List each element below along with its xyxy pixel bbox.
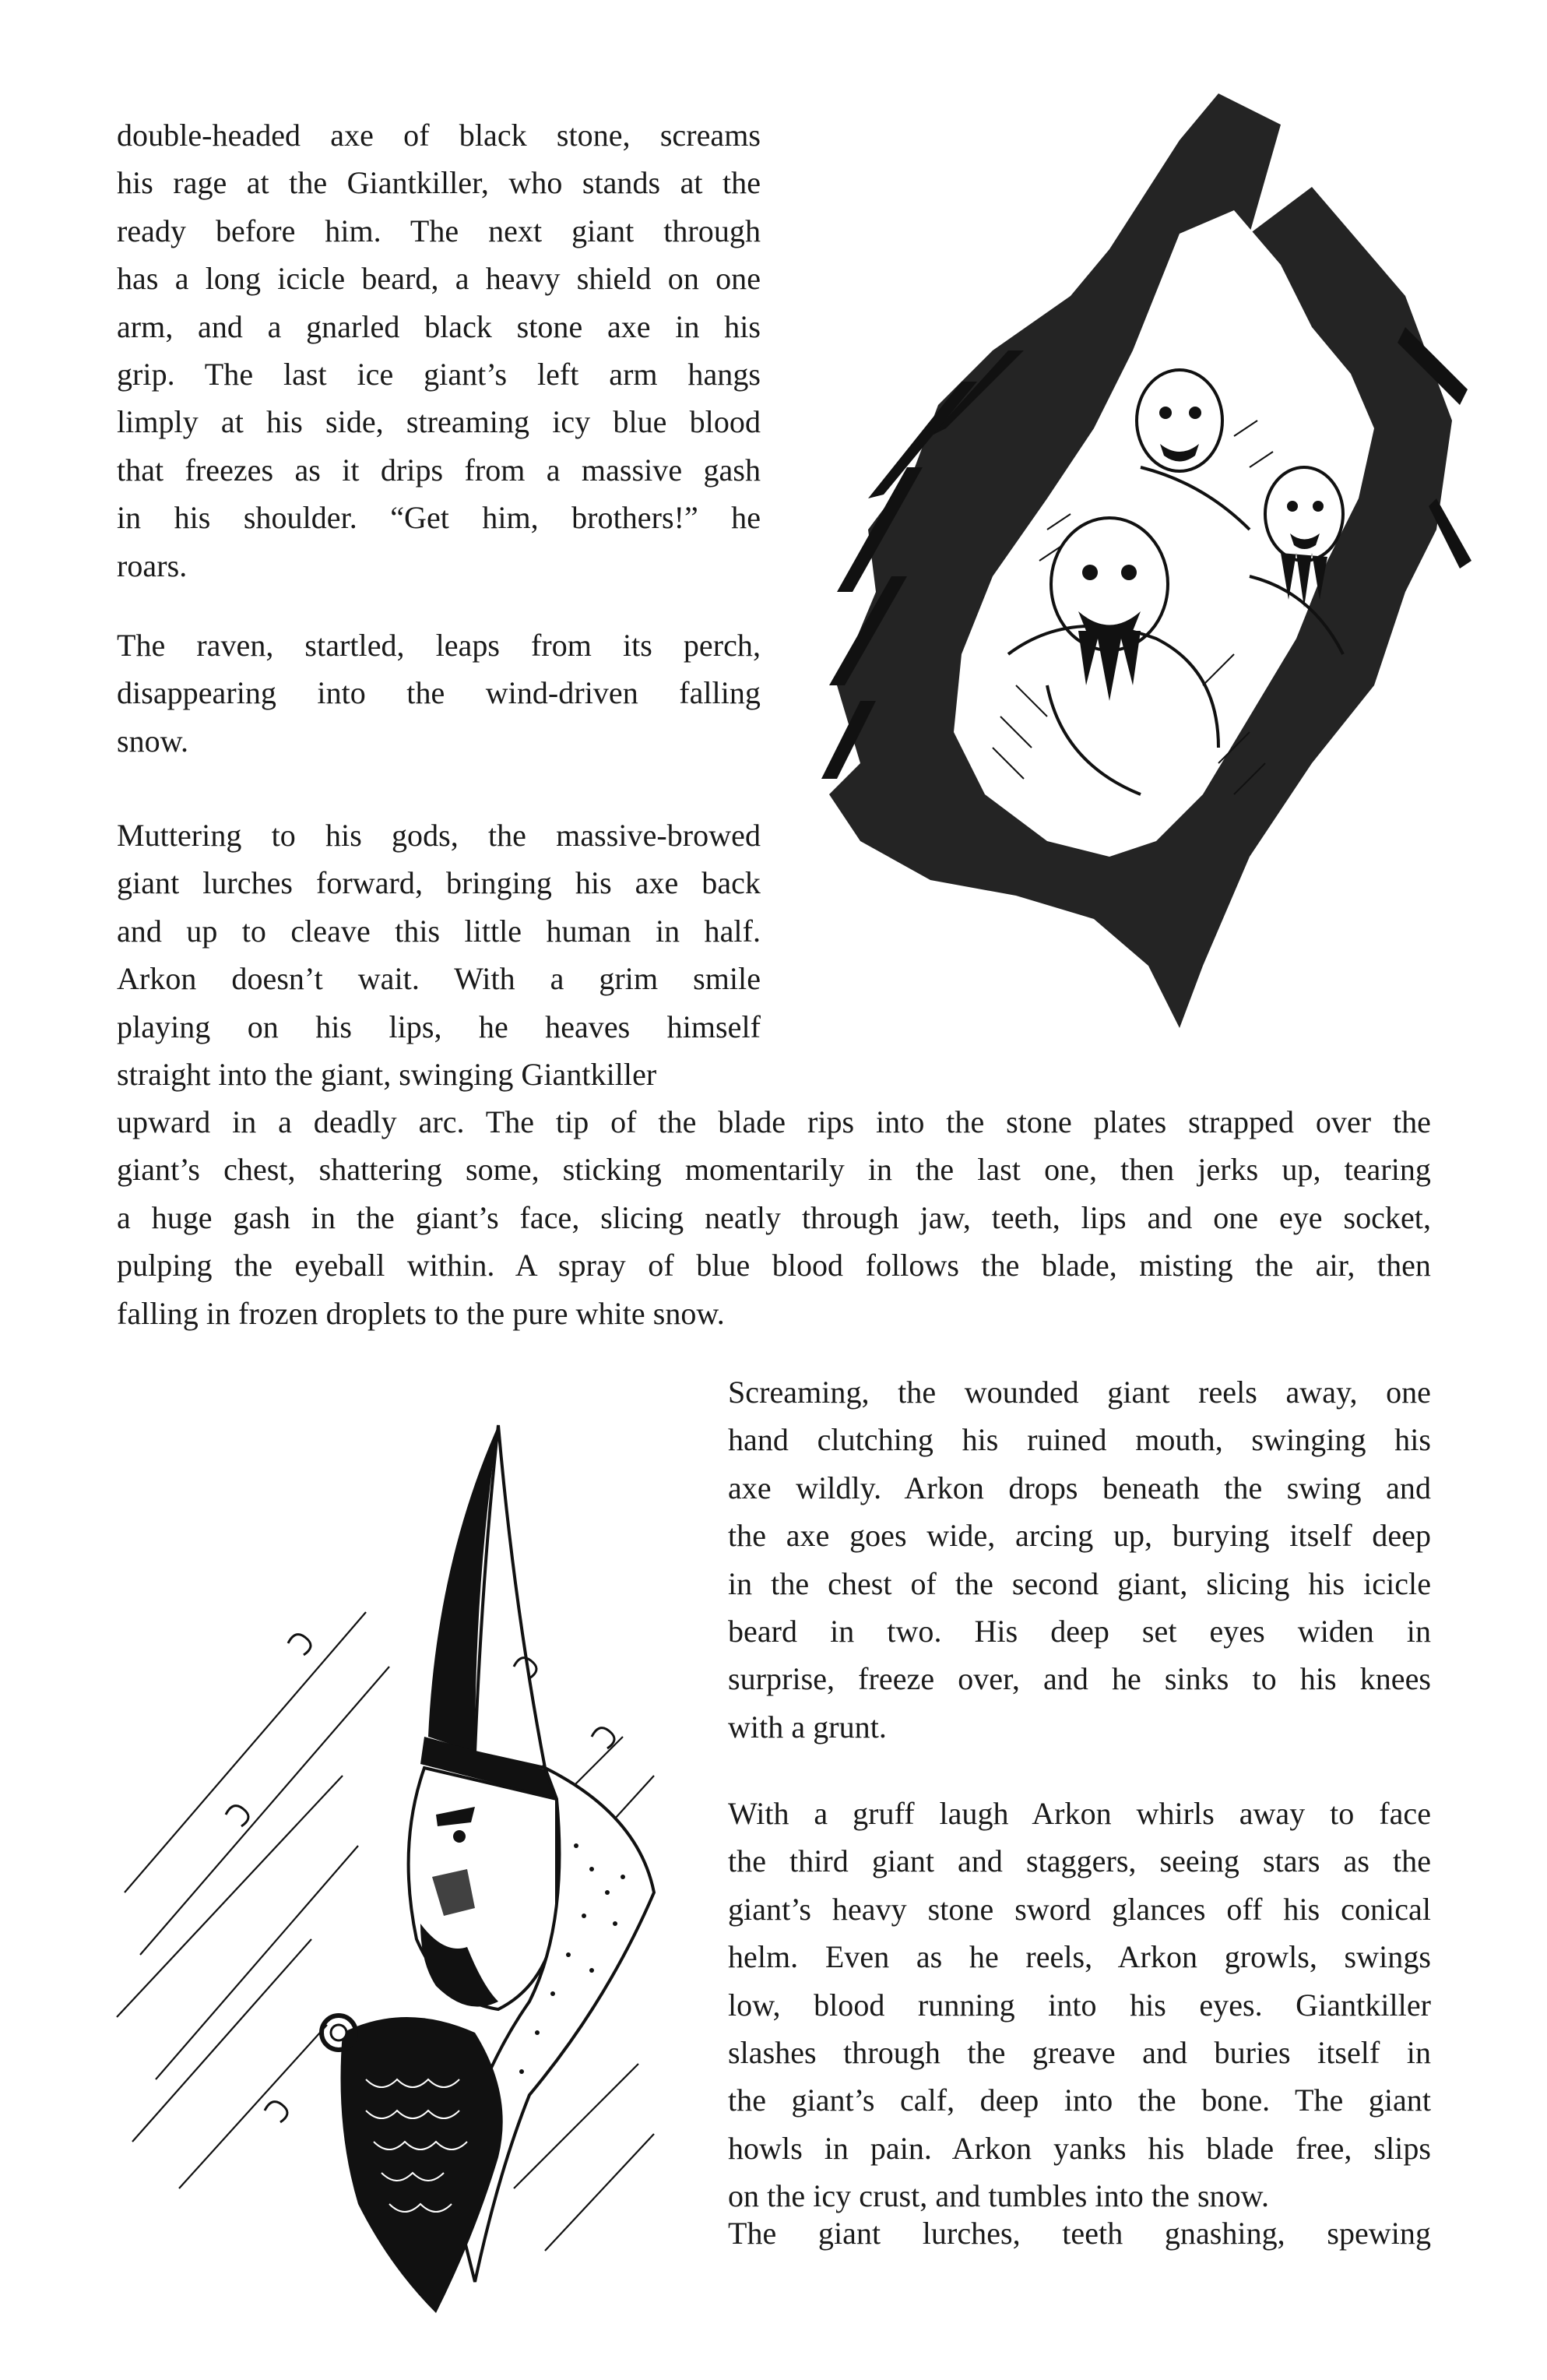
paragraph-wounded-giant [728, 1368, 1431, 1751]
text-line: ready before him. The next giant through [117, 213, 761, 248]
text-line: With a gruff laugh Arkon whirls away to face [728, 1796, 1431, 1831]
text-line: falling in frozen droplets to the pure white snow. [117, 1295, 725, 1331]
text-line: howls in pain. Arkon yanks his blade free, slips [728, 2130, 1431, 2166]
paragraph-giant-lurches [728, 2209, 1431, 2257]
warrior-illustration [109, 1410, 724, 2329]
text-line: roars. [117, 547, 188, 583]
helmeted-warrior-ink-illustration-icon [109, 1410, 724, 2329]
text-line: pulping the eyeball within. A spray of blue blood follows the blade, misting the air, then [117, 1248, 1431, 1283]
text-line: his rage at the Giantkiller, who stands at the [117, 165, 761, 201]
text-line: playing on his lips, he heaves himself [117, 1009, 761, 1044]
text-line: limply at his side, streaming icy blue blood [117, 404, 761, 440]
text-line: straight into the giant, swinging Giantkiller [117, 1057, 657, 1093]
text-line: with a grunt. [728, 1709, 887, 1745]
text-line: The giant lurches, teeth gnashing, spewing [728, 2216, 1431, 2251]
text-line: hand clutching his ruined mouth, swinging his [728, 1422, 1431, 1458]
text-line: in the chest of the second giant, slicing his icicle [728, 1565, 1431, 1601]
text-line: in his shoulder. “Get him, brothers!” he [117, 500, 761, 536]
text-line: Screaming, the wounded giant reels away, one [728, 1375, 1431, 1410]
text-line: and up to cleave this little human in half. [117, 913, 761, 949]
paragraph-giants-enter [117, 111, 761, 590]
text-line: Muttering to his gods, the massive-browed [117, 818, 761, 853]
text-line: snow. [117, 723, 189, 759]
text-line: helm. Even as he reels, Arkon growls, swings [728, 1939, 1431, 1975]
text-line: on the icy crust, and tumbles into the snow. [728, 2178, 1270, 2214]
paragraph-raven [117, 621, 761, 765]
text-line: grip. The last ice giant’s left arm hangs [117, 357, 761, 393]
text-line: slashes through the greave and buries itself in [728, 2035, 1431, 2071]
paragraph-arkon-attacks [117, 812, 761, 1098]
paragraph-third-giant [728, 1790, 1431, 2220]
text-line: low, blood running into his eyes. Giantkiller [728, 1987, 1431, 2023]
text-line: that freezes as it drips from a massive gash [117, 452, 761, 488]
text-line: disappearing into the wind-driven falling [117, 675, 761, 711]
text-line: has a long icicle beard, a heavy shield on one [117, 261, 761, 297]
text-line: upward in a deadly arc. The tip of the blade rips into the stone plates strapped over the [117, 1104, 1431, 1139]
text-line: surprise, freeze over, and he sinks to his knees [728, 1661, 1431, 1697]
paragraph-arkon-attacks-continued [117, 1098, 1431, 1337]
text-line: axe wildly. Arkon drops beneath the swing and [728, 1470, 1431, 1505]
text-line: beard in two. His deep set eyes widen in [728, 1614, 1431, 1649]
text-line: a huge gash in the giant’s face, slicing neatly through jaw, teeth, lips and one eye socket, [117, 1199, 1431, 1235]
text-line: giant’s heavy stone sword glances off his conical [728, 1891, 1431, 1927]
text-line: arm, and a gnarled black stone axe in his [117, 308, 761, 344]
text-line: the third giant and staggers, seeing stars as the [728, 1843, 1431, 1879]
text-line: giant lurches forward, bringing his axe back [117, 865, 761, 901]
text-line: The raven, startled, leaps from its perch, [117, 628, 761, 663]
text-line: double-headed axe of black stone, screams [117, 118, 761, 153]
ice-giants-ink-illustration-icon [814, 93, 1471, 1051]
ice-giants-illustration [814, 93, 1471, 1051]
text-line: giant’s chest, shattering some, sticking momentarily in the last one, then jerks up, tearing [117, 1152, 1431, 1188]
text-line: the giant’s calf, deep into the bone. The giant [728, 2082, 1431, 2118]
text-line: Arkon doesn’t wait. With a grim smile [117, 961, 761, 997]
text-line: the axe goes wide, arcing up, burying itself deep [728, 1518, 1431, 1554]
